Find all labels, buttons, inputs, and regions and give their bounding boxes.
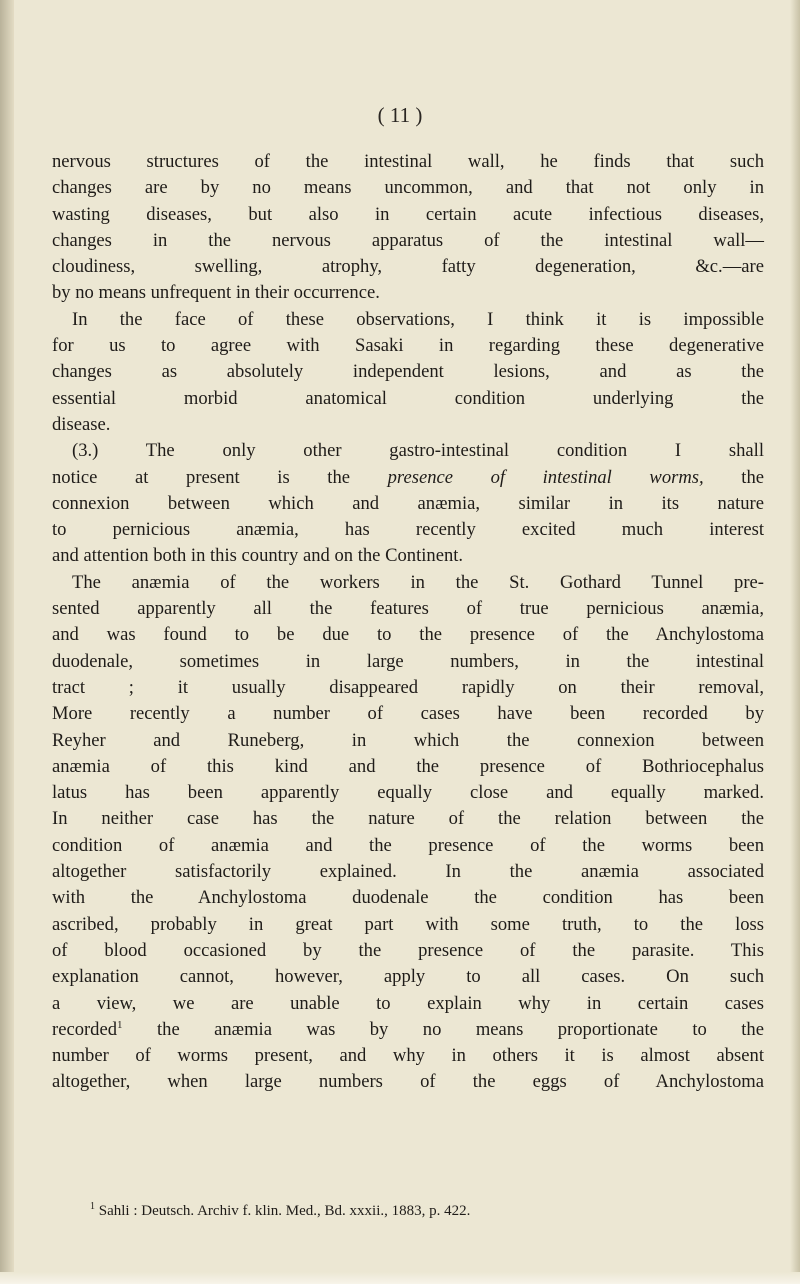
text-line: condition of anæmia and the presence of the worms been (52, 834, 764, 856)
text-line: In the face of these observations, I think it is impossible (72, 308, 764, 330)
page-number: ( 11 ) (377, 103, 423, 127)
text-fragment: the (741, 466, 764, 488)
text-line: changes in the nervous apparatus of the intestinal wall— (52, 229, 764, 251)
text-line: with the Anchylostoma duodenale the condition has been (52, 887, 764, 909)
text-fragment: the anæmia was by no means proportionate to the (156, 1018, 764, 1040)
page-edge-right (790, 0, 800, 1284)
text-line: anæmia of this kind and the presence of Bothriocephalus (52, 755, 764, 777)
text-line: of blood occasioned by the presence of the parasite. This (52, 939, 764, 961)
page-edge-bottom (0, 1272, 800, 1284)
paragraph-sasaki (52, 307, 764, 438)
paragraph-continuation (52, 149, 764, 307)
text-line: nervous structures of the intestinal wall, he finds that such (52, 151, 764, 172)
text-line: and attention both in this country and on the Continent. (52, 545, 464, 567)
text-line: (3.) The only other gastro-intestinal condition I shall (72, 440, 764, 462)
text-line: cloudiness, swelling, atrophy, fatty degeneration, &c.—are (52, 256, 764, 278)
text-fragment: recorded (52, 1018, 118, 1040)
text-line: essential morbid anatomical condition underlying the (52, 387, 764, 409)
text-line: connexion between which and anæmia, similar in its nature (52, 492, 764, 514)
body-text (52, 149, 764, 1096)
text-line: tract ; it usually disappeared rapidly on their removal, (52, 676, 764, 698)
text-line: altogether, when large numbers of the eggs of Anchylostoma (52, 1071, 764, 1093)
text-line: sented apparently all the features of true pernicious anæmia, (52, 598, 764, 620)
text-line: Reyher and Runeberg, in which the connexion between (52, 729, 764, 751)
text-line: by no means unfrequent in their occurrence. (52, 282, 380, 304)
text-line: and was found to be due to the presence of the Anchylostoma (52, 624, 764, 646)
text-line: The anæmia of the workers in the St. Gothard Tunnel pre- (72, 571, 764, 593)
text-line (52, 465, 764, 491)
text-line: altogether satisfactorily explained. In the anæmia associated (52, 861, 764, 883)
text-fragment: notice at present is the (52, 466, 351, 488)
text-line: More recently a number of cases have been recorded by (52, 703, 764, 725)
text-line: a view, we are unable to explain why in certain cases (52, 992, 764, 1014)
text-line: number of worms present, and why in others it is almost absent (52, 1045, 764, 1067)
text-line: In neither case has the nature of the relation between the (52, 808, 764, 830)
text-line (52, 1017, 764, 1043)
italic-phrase: presence of intestinal worms, (387, 466, 704, 488)
footnote-reference: 1 (117, 1018, 123, 1031)
paragraph-gothard (52, 570, 764, 1096)
text-line: for us to agree with Sasaki in regarding these degenerative (52, 335, 764, 357)
text-line: changes are by no means uncommon, and that not only in (52, 177, 764, 199)
text-line: ascribed, probably in great part with some truth, to the loss (52, 913, 764, 935)
text-line: to pernicious anæmia, has recently excited much interest (52, 519, 764, 541)
footnote (52, 1203, 764, 1220)
footnote-text: Sahli : Deutsch. Archiv f. klin. Med., Bd. xxxii., 1883, p. 422. (98, 1203, 471, 1219)
footnote-marker: 1 (90, 1201, 95, 1212)
text-line: wasting diseases, but also in certain acute infectious diseases, (52, 203, 764, 225)
text-line: changes as absolutely independent lesions, and as the (52, 361, 764, 383)
text-line: duodenale, sometimes in large numbers, in the intestinal (52, 650, 764, 672)
text-line: disease. (52, 413, 111, 435)
page-gutter-shadow (0, 0, 14, 1284)
text-line: explanation cannot, however, apply to all cases. On such (52, 966, 764, 988)
text-line: latus has been apparently equally close and equally marked. (52, 782, 764, 804)
paragraph-worms (52, 438, 764, 569)
